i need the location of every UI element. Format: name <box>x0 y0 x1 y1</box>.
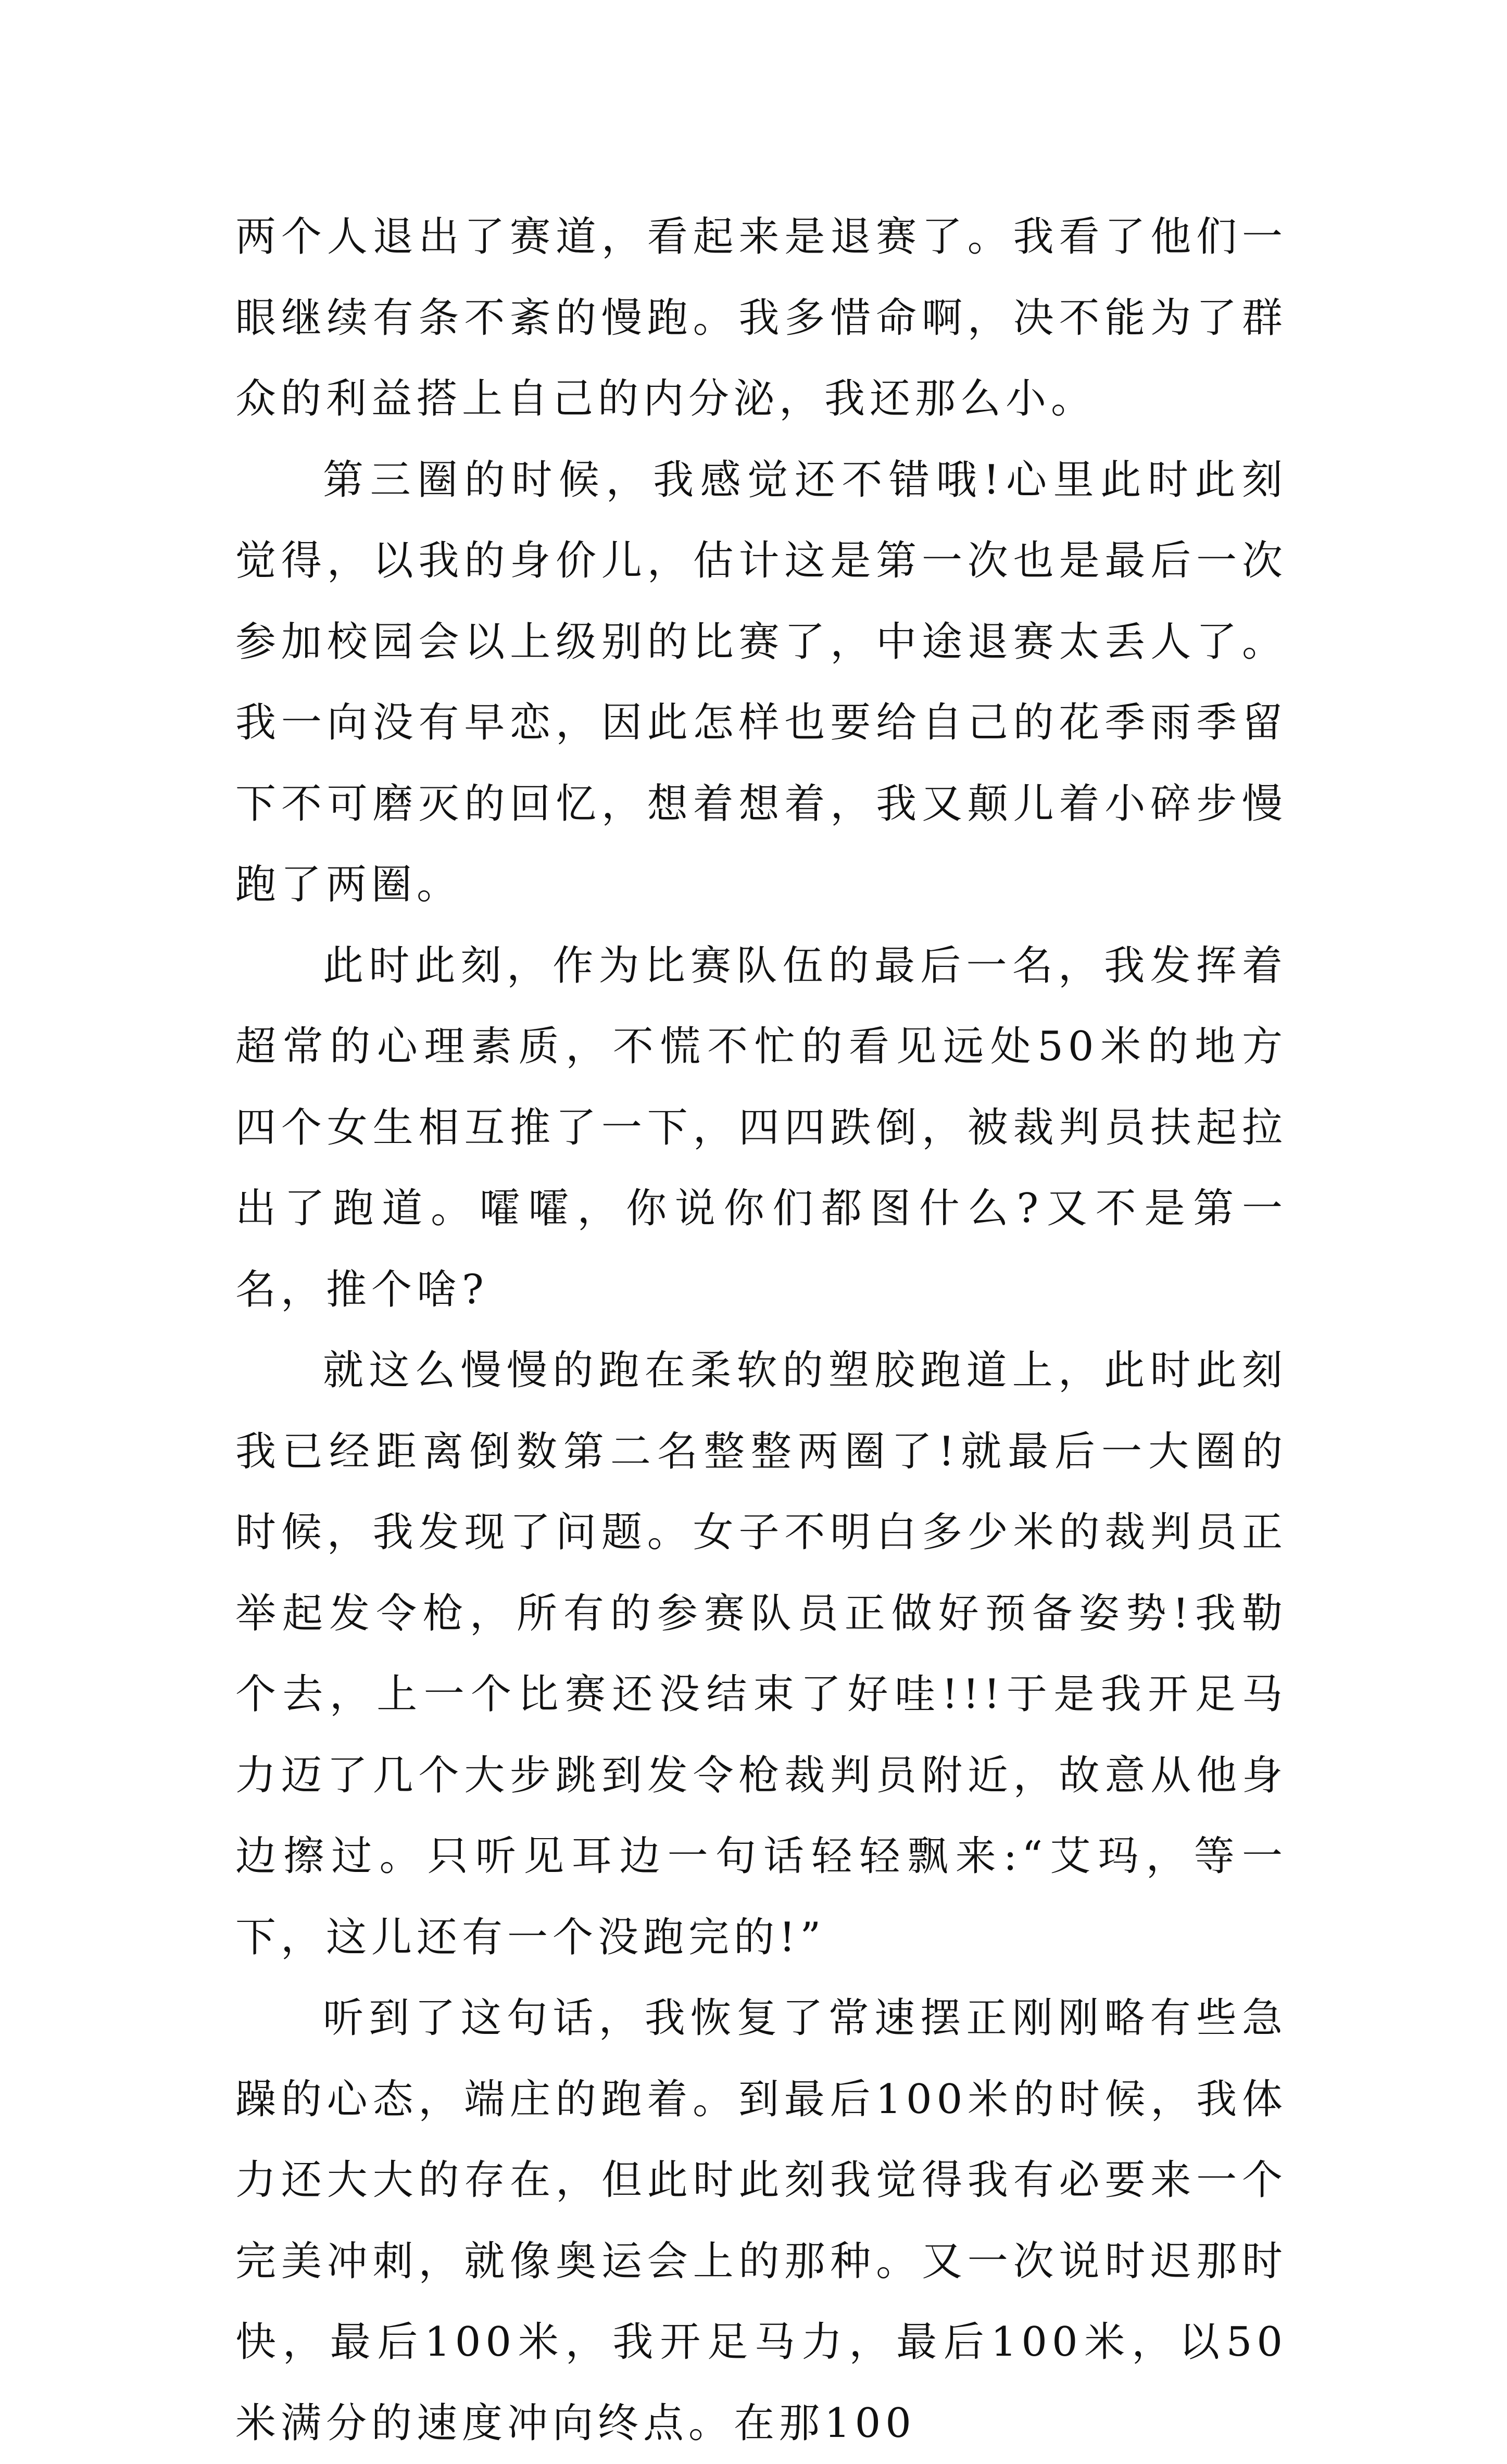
paragraph-2: 第三圈的时候，我感觉还不错哦!心里此时此刻觉得，以我的身价儿，估计这是第一次也是最后一次参加校园会以上级别的比赛了，中途退赛太丢人了。我一向没有早恋，因此怎样也要给自己的花季雨季留下不可磨灭的回忆，想着想着，我又颠儿着小碎步慢跑了两圈。 <box>235 456 1287 908</box>
paragraph-1: 两个人退出了赛道，看起来是退赛了。我看了他们一眼继续有条不紊的慢跑。我多惜命啊，决不能为了群众的利益搭上自己的内分泌，我还那么小。 <box>235 213 1287 422</box>
paragraph-3: 此时此刻，作为比赛队伍的最后一名，我发挥着超常的心理素质，不慌不忙的看见远处50米的地方四个女生相互推了一下，四四跌倒，被裁判员扶起拉出了跑道。嚯嚯，你说你们都图什么?又不是第一名，推个啥? <box>235 942 1287 1313</box>
paragraph-5: 听到了这句话，我恢复了常速摆正刚刚略有些急躁的心态，端庄的跑着。到最后100米的时候，我体力还大大的存在，但此时此刻我觉得我有必要来一个完美冲刺，就像奥运会上的那种。又一次说时迟那时快，最后100米，我开足马力，最后100米，以50米满分的速度冲向终点。在那100 <box>235 1995 1287 2447</box>
document-body <box>235 197 1287 2464</box>
paragraph-4: 就这么慢慢的跑在柔软的塑胶跑道上，此时此刻我已经距离倒数第二名整整两圈了!就最后一大圈的时候，我发现了问题。女子不明白多少米的裁判员正举起发令枪，所有的参赛队员正做好预备姿势!我勒个去，上一个比赛还没结束了好哇!!!于是我开足马力迈了几个大步跳到发令枪裁判员附近，故意从他身边擦过。只听见耳边一句话轻轻飘来:“艾玛，等一下，这儿还有一个没跑完的!” <box>235 1347 1287 1961</box>
